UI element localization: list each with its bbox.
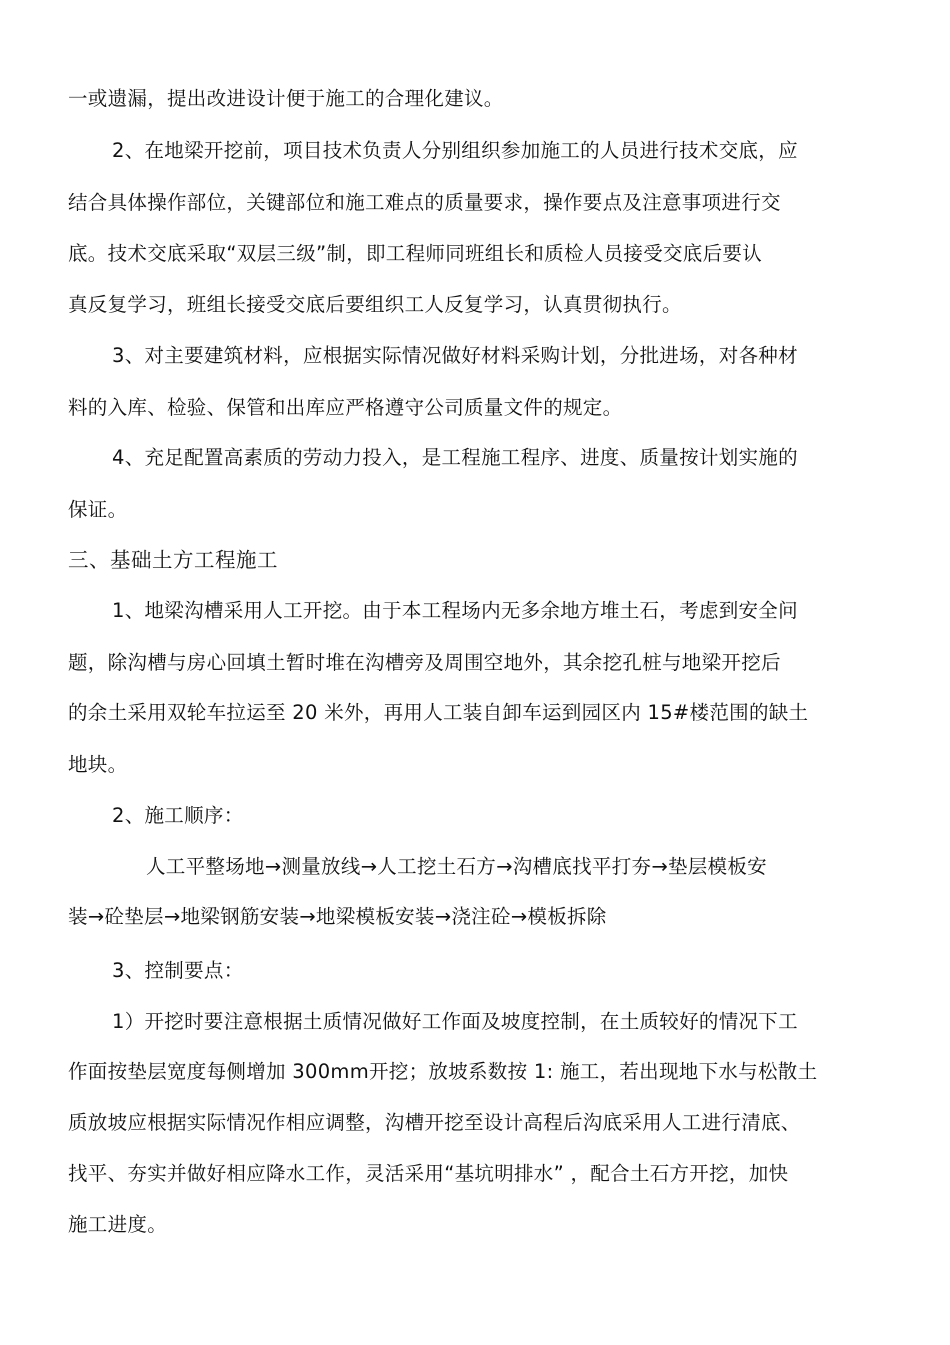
- paragraph-line: 料的入库、检验、保管和出库应严格遵守公司质量文件的规定。: [68, 396, 623, 419]
- paragraph-line: 一或遗漏，提出改进设计便于施工的合理化建议。: [68, 87, 504, 110]
- paragraph-line: 1）开挖时要注意根据土质情况做好工作面及坡度控制，在土质较好的情况下工: [112, 1010, 798, 1033]
- paragraph-line: 真反复学习，班组长接受交底后要组织工人反复学习，认真贯彻执行。: [68, 293, 682, 316]
- paragraph-line: 4、充足配置高素质的劳动力投入，是工程施工程序、进度、质量按计划实施的: [112, 446, 798, 469]
- paragraph-line: 施工进度。: [68, 1213, 168, 1236]
- paragraph-line: 3、控制要点：: [112, 959, 244, 982]
- paragraph-line: 人工平整场地→测量放线→人工挖土石方→沟槽底找平打夯→垫层模板安: [146, 855, 767, 878]
- paragraph-line: 2、施工顺序：: [112, 804, 244, 827]
- paragraph-line: 质放坡应根据实际情况作相应调整，沟槽开挖至设计高程后沟底采用人工进行清底、: [68, 1111, 801, 1134]
- paragraph-line: 的余土采用双轮车拉运至 20 米外，再用人工装自卸车运到园区内 15#楼范围的缺土: [68, 701, 809, 724]
- paragraph-line: 题，除沟槽与房心回填土暂时堆在沟槽旁及周围空地外，其余挖孔桩与地梁开挖后: [68, 651, 781, 674]
- paragraph-line: 地块。: [68, 753, 128, 776]
- section-heading: 三、基础土方工程施工: [68, 548, 278, 572]
- paragraph-line: 作面按垫层宽度每侧增加 300mm开挖；放坡系数按 1: 施工，若出现地下水与松散土: [68, 1060, 818, 1083]
- paragraph-line: 1、地梁沟槽采用人工开挖。由于本工程场内无多余地方堆土石，考虑到安全问: [112, 599, 798, 622]
- paragraph-line: 保证。: [68, 498, 128, 521]
- paragraph-line: 找平、夯实并做好相应降水工作，灵活采用“基坑明排水” ，配合土石方开挖，加快: [68, 1162, 789, 1185]
- paragraph-line: 3、对主要建筑材料，应根据实际情况做好材料采购计划，分批进场，对各种材: [112, 344, 798, 367]
- paragraph-line: 底。技术交底采取“双层三级”制，即工程师同班组长和质检人员接受交底后要认: [68, 242, 763, 265]
- paragraph-line: 装→砼垫层→地梁钢筋安装→地梁模板安装→浇注砼→模板拆除: [68, 905, 607, 928]
- paragraph-line: 2、在地梁开挖前，项目技术负责人分别组织参加施工的人员进行技术交底，应: [112, 139, 798, 162]
- paragraph-line: 结合具体操作部位，关键部位和施工难点的质量要求，操作要点及注意事项进行交: [68, 191, 781, 214]
